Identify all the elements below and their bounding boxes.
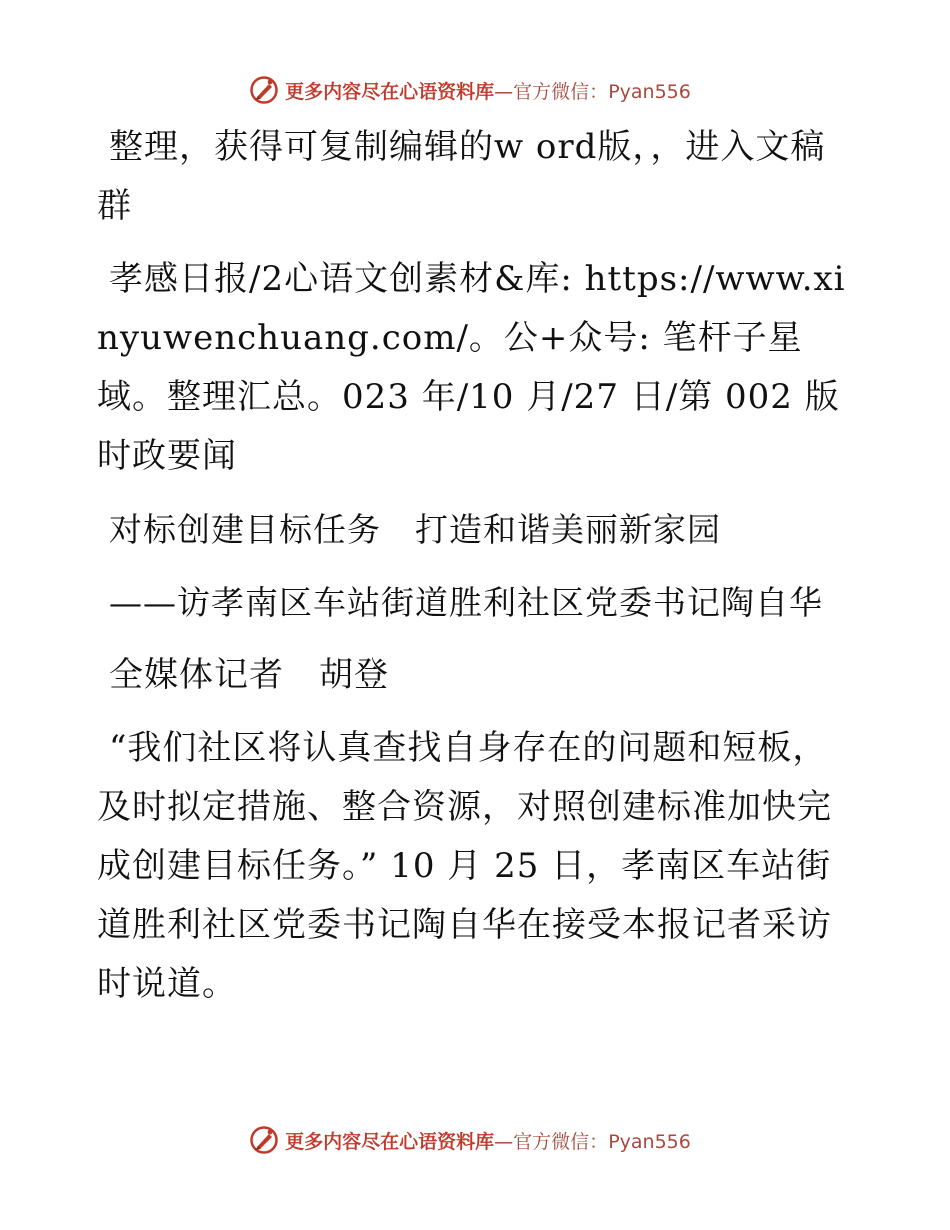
banner-wechat-id: Pyan556 (608, 80, 691, 103)
footer-banner-content (249, 1125, 691, 1155)
brush-pen-logo-icon (249, 75, 279, 105)
brush-pen-logo-icon (249, 1125, 279, 1155)
intro-paragraph: 整理，获得可复制编辑的w ord版，，进入文稿群 (97, 127, 826, 226)
footer-banner (0, 1120, 950, 1160)
banner-text (285, 77, 691, 104)
banner-main-text: 更多内容尽在心语资料库 (285, 1130, 495, 1153)
article-byline: 全媒体记者 胡登 (109, 655, 389, 695)
source-info-paragraph: 孝感日报/2心语文创素材&库: https://www.xinyuwenchuang.com/。公+众号: 笔杆子星域。整理汇总。023 年/10 月/27 日/第 002 版时政要闻 (97, 259, 846, 476)
banner-text (285, 1127, 691, 1154)
article-lead-paragraph: “我们社区将认真查找自身存在的问题和短板，及时拟定措施、整合资源，对照创建标准加快完成创建目标任务。” 10 月 25 日，孝南区车站街道胜利社区党委书记陶自华在接受本报记者采访时说道。 (97, 728, 832, 1004)
banner-wechat-id: Pyan556 (608, 1130, 691, 1153)
article-title: 对标创建目标任务 打造和谐美丽新家园 (109, 510, 721, 549)
banner-wechat-label: 官方微信： (513, 1130, 609, 1153)
banner-wechat-label: 官方微信： (513, 80, 609, 103)
banner-separator: — (494, 1130, 514, 1153)
document-body (97, 118, 857, 1028)
banner-separator: — (494, 80, 514, 103)
header-banner-content (249, 75, 691, 105)
article-subtitle: ——访孝南区车站街道胜利社区党委书记陶自华 (109, 583, 823, 622)
header-banner (0, 70, 950, 110)
banner-main-text: 更多内容尽在心语资料库 (285, 80, 495, 103)
